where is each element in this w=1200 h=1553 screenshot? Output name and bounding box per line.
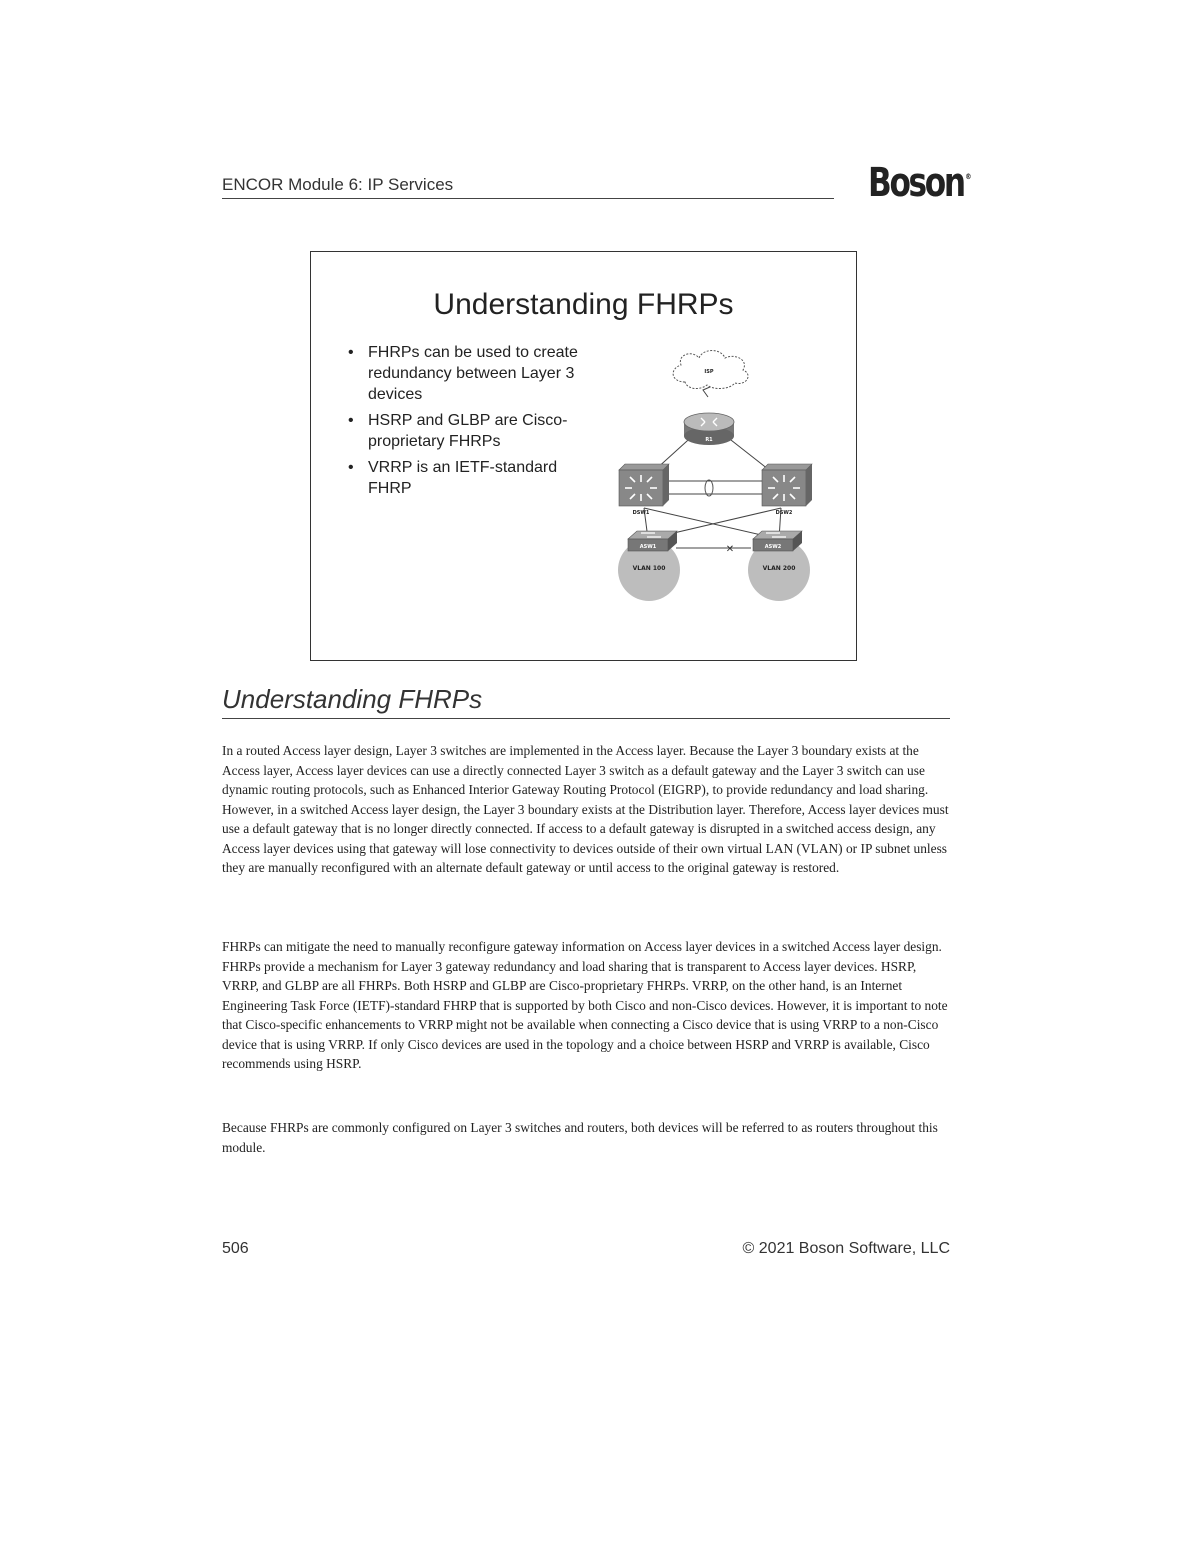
boson-logo	[868, 160, 972, 206]
body-paragraph: In a routed Access layer design, Layer 3 switches are implemented in the Access layer. Because the Layer 3 boundary exists at the Access layer, Access layer devices can use a directly connected Layer 3 switch as a default gateway and the Layer 3 switch can use dynamic routing protocols, such as Enhanced Interior Gateway Routing Protocol (EIGRP), to provide redundancy and load sharing. However, in a switched Access layer design, the Layer 3 boundary exists at the Distribution layer. Therefore, Access layer devices must use a default gateway that is no longer directly connected. If access to a default gateway is disrupted in a switched access design, any Access layer devices using that gateway will lose connectivity to devices outside of their own virtual LAN (VLAN) or IP subnet unless they are manually reconfigured with an alternate default gateway or until access to the original gateway is restored.	[222, 743, 949, 875]
asw1-label: ASW1	[639, 544, 657, 550]
dsw2-label: DSW2	[775, 510, 793, 516]
network-topology-diagram	[311, 252, 858, 662]
bullet-icon: •	[348, 344, 354, 361]
blocked-port-icon: ✕	[725, 544, 735, 555]
copyright-notice: © 2021 Boson Software, LLC	[742, 1240, 950, 1257]
logo-text: Boson	[868, 160, 964, 206]
page-number: 506	[222, 1240, 249, 1257]
router-label: R1	[705, 437, 713, 443]
bullet-text: HSRP and GLBP are Cisco-proprietary FHRPs	[368, 412, 568, 450]
bullet-text: VRRP is an IETF-standard FHRP	[368, 459, 558, 497]
isp-label: ISP	[704, 369, 714, 375]
bullet-icon: •	[348, 459, 354, 476]
body-paragraph: FHRPs can mitigate the need to manually reconfigure gateway information on Access layer devices in a switched Access layer design. FHRPs provide a mechanism for Layer 3 gateway redundancy and load sharing that is transparent to Access layer devices. HSRP, VRRP, and GLBP are all FHRPs. Both HSRP and GLBP are Cisco-proprietary FHRPs. VRRP, on the other hand, is an Internet Engineering Task Force (IETF)-standard FHRP that is supported by both Cisco and non-Cisco devices. However, it is important to note that Cisco-specific enhancements to VRRP might not be available when connecting a Cisco device that is using VRRP to a non-Cisco device that is using VRRP. If only Cisco devices are used in the topology and a choice between HSRP and VRRP is available, Cisco recommends using HSRP.	[222, 939, 948, 1071]
vlan-100-label: VLAN 100	[632, 565, 666, 572]
dsw1-label: DSW1	[632, 510, 650, 516]
section-heading: Understanding FHRPs	[222, 684, 483, 714]
slide-title: Understanding FHRPs	[433, 288, 734, 321]
logo-registered-mark: ®	[965, 172, 972, 181]
vlan-200-label: VLAN 200	[762, 565, 796, 572]
header-rule	[222, 198, 834, 199]
slide-figure	[310, 251, 857, 661]
running-header: ENCOR Module 6: IP Services	[222, 175, 454, 194]
body-paragraph: Because FHRPs are commonly configured on Layer 3 switches and routers, both devices will be referred to as routers throughout this module.	[222, 1120, 938, 1155]
bullet-icon: •	[348, 412, 354, 429]
multilayer-switch-icon	[619, 464, 669, 506]
diagram-links	[639, 377, 782, 548]
multilayer-switch-icon	[762, 464, 812, 506]
bullet-text: FHRPs can be used to create redundancy between Layer 3 devices	[368, 344, 578, 403]
section-rule	[222, 718, 950, 719]
asw2-label: ASW2	[764, 544, 782, 550]
